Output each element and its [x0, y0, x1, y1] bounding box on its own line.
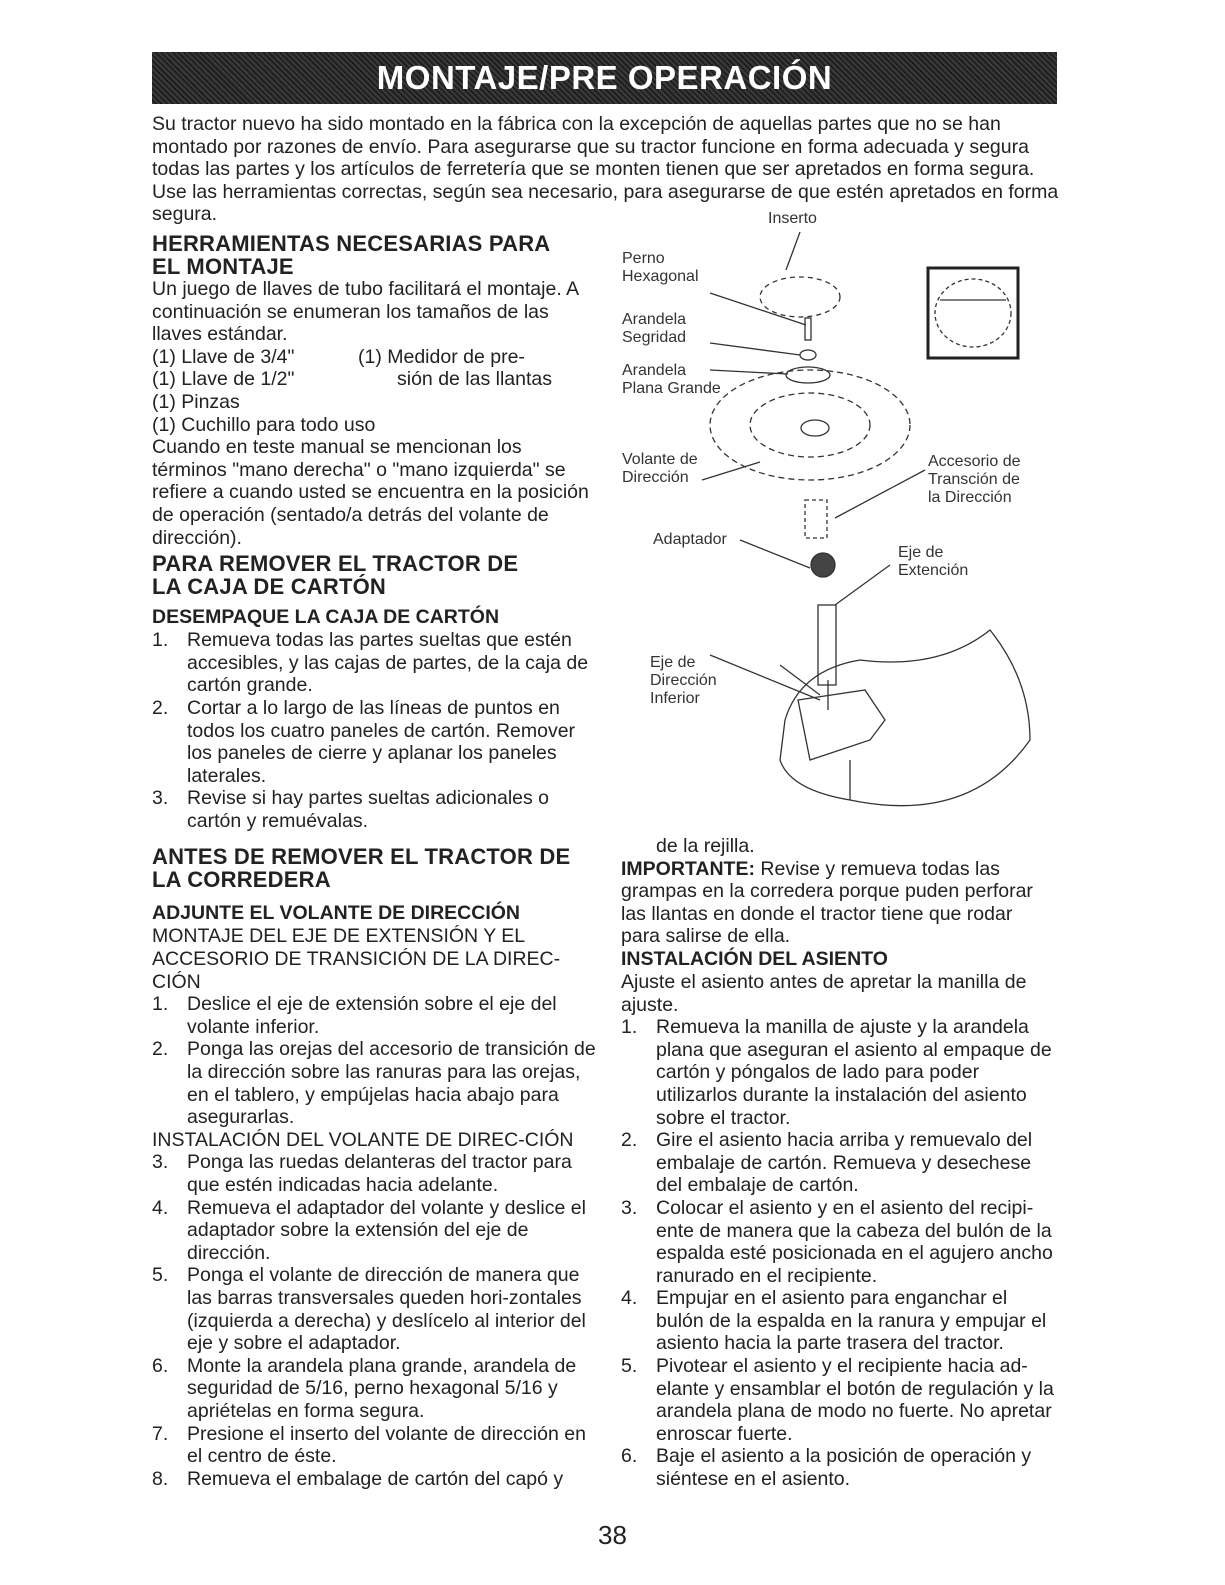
step-number: 2.	[621, 1129, 638, 1152]
step-number: 6.	[621, 1445, 638, 1468]
list-item	[621, 1197, 1056, 1287]
tool-item: (1) Pinzas	[152, 390, 240, 413]
page-number: 38	[598, 1520, 627, 1550]
seat-steps	[621, 1016, 1056, 1490]
label-accesorio-2: Transción de	[928, 471, 1020, 488]
before-heading-line2: LA CORREDERA	[152, 867, 331, 893]
step-number: 3.	[152, 1151, 169, 1174]
extension-steps	[152, 993, 597, 1129]
important-text: Revise y remueva todas las grampas en la corredera porque puden perforar las llantas en donde el tractor tiene que rodar para salirse de ella.	[621, 857, 1033, 948]
label-eje-ext-2: Extención	[898, 562, 969, 579]
label-eje-ext-1: Eje de	[898, 544, 944, 561]
step-text: Remueva todas las partes sueltas que estén accesibles, y las cajas de partes, de la caja de cartón grande.	[187, 629, 589, 697]
label-volante: Volante de	[622, 451, 698, 468]
label-hexagonal: Hexagonal	[622, 268, 699, 285]
step-text: Remueva el adaptador del volante y deslice el adaptador sobre la extensión del eje de dirección.	[187, 1196, 586, 1264]
step-number: 4.	[152, 1196, 169, 1219]
section-banner	[152, 52, 1057, 104]
step-text: Deslice el eje de extensión sobre el eje del volante inferior.	[187, 993, 557, 1038]
step-text: Cortar a lo largo de las líneas de puntos en todos los cuatro paneles de cartón. Remover los paneles de cierre y aplanar los paneles laterales.	[187, 696, 576, 787]
wheel-subheading: ADJUNTE EL VOLANTE DE DIRECCIÓN	[152, 902, 521, 925]
list-item	[152, 993, 597, 1038]
label-perno: Perno	[622, 250, 665, 267]
tool-item	[348, 391, 597, 414]
label-arandela-plana: Arandela	[622, 362, 687, 379]
step-number: 2.	[152, 1038, 169, 1061]
label-accesorio-3: la Dirección	[928, 489, 1012, 506]
list-item	[152, 1038, 597, 1128]
list-item	[152, 1151, 597, 1196]
list-item	[152, 1264, 597, 1354]
extension-subheading: MONTAJE DEL EJE DE EXTENSIÓN Y EL ACCESORIO DE TRANSICIÓN DE LA DIREC-CIÓN	[152, 925, 561, 993]
intro-paragraph: Su tractor nuevo ha sido montado en la fábrica con la excepción de aquellas partes que no se han montado por razones de envío. Para asegurarse que su tractor funcione en forma adecuada y segura todas las partes y los artículos de ferretería que se monten tienen que ser apretados en forma segura. Use las herramientas correctas, según sea necesario, para asegurarse de que estén apretados en forma segura.	[152, 113, 1059, 226]
tool-item: (1) Llave de 1/2"	[152, 368, 295, 391]
tools-heading-line1: HERRAMIENTAS NECESARIAS PARA	[152, 231, 551, 256]
wheel-steps	[152, 1151, 597, 1490]
step-number: 5.	[621, 1355, 638, 1378]
section-title: MONTAJE/PRE OPERACIÓN	[376, 59, 833, 96]
step-number: 2.	[152, 696, 169, 719]
label-accesorio-1: Accesorio de	[928, 453, 1021, 470]
tool-item: (1) Medidor de pre-	[358, 345, 525, 368]
label-eje-inf-1: Eje de	[650, 654, 696, 671]
step-number: 3.	[152, 787, 169, 810]
label-seguridad: Segridad	[622, 329, 687, 346]
seat-heading: INSTALACIÓN DEL ASIENTO	[621, 947, 888, 970]
list-item	[621, 1129, 1056, 1197]
step-number: 8.	[152, 1467, 169, 1490]
list-item	[152, 1423, 597, 1468]
list-item	[152, 1197, 597, 1265]
important-label: IMPORTANTE:	[621, 857, 755, 880]
label-inserto: Inserto	[768, 210, 817, 227]
before-heading-line1: ANTES DE REMOVER EL TRACTOR DE	[152, 844, 571, 870]
step-text: Monte la arandela plana grande, arandela de seguridad de 5/16, perno hexagonal 5/16 y apriételas en forma segura.	[187, 1354, 577, 1422]
list-item	[621, 1355, 1056, 1445]
tool-item: sión de las llantas	[397, 368, 553, 391]
before-heading	[152, 845, 597, 891]
step-number: 6.	[152, 1354, 169, 1377]
important-note	[621, 858, 1056, 948]
continuation-text: de la rejilla.	[656, 835, 755, 857]
list-item	[621, 1016, 1056, 1129]
list-item	[152, 1355, 597, 1423]
label-plana-grande: Plana Grande	[622, 380, 721, 397]
list-item	[621, 1445, 1056, 1490]
seat-intro: Ajuste el asiento antes de apretar la manilla de ajuste.	[621, 970, 1027, 1016]
orientation-note: Cuando en teste manual se mencionan los términos "mano derecha" o "mano izquierda" se refiere a cuando usted se encuentra en la posición de operación (sentado/a detrás del volante de dirección).	[152, 436, 589, 549]
step-text: Ponga las ruedas delanteras del tractor para que estén indicadas hacia adelante.	[187, 1151, 572, 1196]
step-text: Empujar en el asiento para enganchar el bulón de la espalda en la ranura y empujar el asiento hacia la parte trasera del tractor.	[656, 1287, 1047, 1355]
tools-heading-line2: EL MONTAJE	[152, 254, 294, 279]
tool-item: (1) Cuchillo para todo uso	[152, 413, 376, 436]
diagram-drawing	[610, 200, 1065, 825]
right-column	[621, 835, 1056, 1491]
tools-list	[152, 346, 597, 436]
step-text: Ponga las orejas del accesorio de transición de la dirección sobre las ranuras para las orejas, en el tablero, y empújelas hacia abajo para asegurarlas.	[187, 1038, 596, 1129]
step-text: Colocar el asiento y en el asiento del recipi-ente de manera que la cabeza del bulón de la espalda esté posicionada en el agujero ancho ranurado en el recipiente.	[656, 1196, 1053, 1287]
tools-heading	[152, 232, 597, 278]
step-number: 1.	[152, 629, 169, 652]
remove-heading	[152, 552, 597, 598]
step-text: Gire el asiento hacia arriba y remuevalo del embalaje de cartón. Remueva y desechese del embalaje de cartón.	[656, 1129, 1033, 1197]
remove-heading-line1: PARA REMOVER EL TRACTOR DE	[152, 551, 519, 577]
list-item	[152, 787, 597, 832]
list-item	[152, 697, 597, 787]
tool-item: (1) Llave de 3/4"	[152, 345, 295, 368]
step-text: Baje el asiento a la posición de operación y siéntese en el asiento.	[656, 1445, 1032, 1491]
label-eje-inf-2: Dirección	[650, 672, 717, 689]
label-adaptador: Adaptador	[653, 531, 727, 548]
remove-heading-line2: LA CAJA DE CARTÓN	[152, 574, 386, 600]
steering-wheel-diagram	[610, 200, 1065, 825]
step-text: Remueva la manilla de ajuste y la arandela plana que aseguran el asiento al empaque de cartón y póngalos de lado para poder utilizarlos durante la instalación del asiento sobre el tractor.	[656, 1016, 1052, 1129]
wheel-install-subheading: INSTALACIÓN DEL VOLANTE DE DIREC-CIÓN	[152, 1128, 574, 1151]
step-text: Ponga el volante de dirección de manera que las barras transversales queden hori-zontales (izquierda a derecha) y deslícelo al interior del eje y sobre el adaptador.	[187, 1264, 586, 1355]
list-item	[152, 629, 597, 697]
step-number: 1.	[621, 1016, 638, 1039]
step-number: 4.	[621, 1287, 638, 1310]
list-item	[152, 1468, 597, 1491]
step-number: 3.	[621, 1196, 638, 1219]
tools-text: Un juego de llaves de tubo facilitará el montaje. A continuación se enumeran los tamaños de las llaves estándar.	[152, 278, 579, 346]
step-number: 5.	[152, 1264, 169, 1287]
left-column	[152, 232, 597, 1490]
label-arandela: Arandela	[622, 311, 687, 328]
label-eje-inf-3: Inferior	[650, 690, 700, 707]
step-number: 7.	[152, 1422, 169, 1445]
tool-item	[348, 414, 597, 437]
list-item	[621, 1287, 1056, 1355]
label-direccion: Dirección	[622, 469, 689, 486]
unpack-steps	[152, 629, 597, 832]
step-number: 1.	[152, 993, 169, 1016]
step-text: Remueva el embalage de cartón del capó y	[187, 1467, 564, 1490]
unpack-subheading: DESEMPAQUE LA CAJA DE CARTÓN	[152, 606, 500, 629]
step-text: Pivotear el asiento y el recipiente hacia ad-elante y ensamblar el botón de regulación y la arandela plana de modo no fuerte. No apretar enroscar fuerte.	[656, 1355, 1054, 1445]
step-text: Revise si hay partes sueltas adicionales o cartón y remuévalas.	[187, 787, 550, 832]
step-text: Presione el inserto del volante de dirección en el centro de éste.	[187, 1422, 586, 1468]
